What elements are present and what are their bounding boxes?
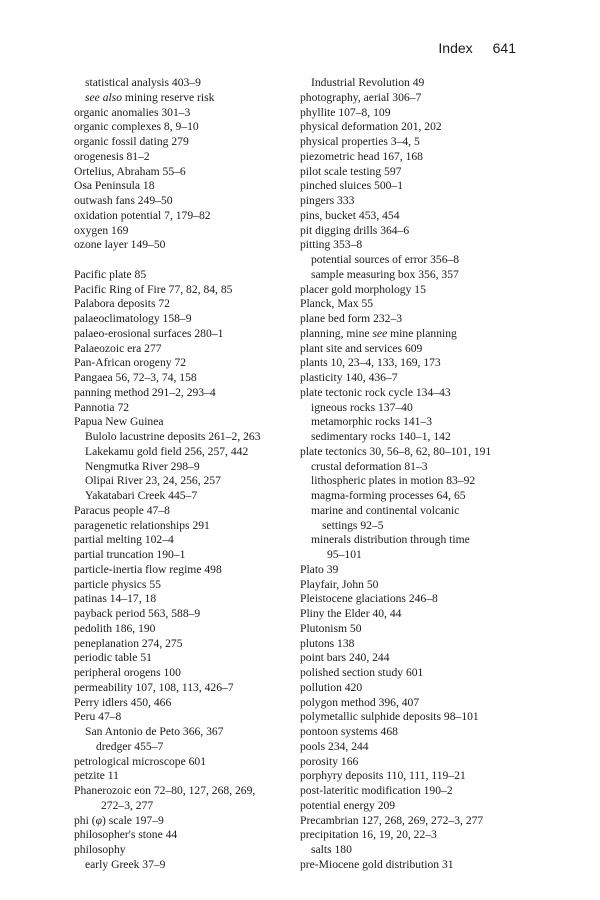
index-entry: precipitation 16, 19, 20, 22–3 — [300, 828, 437, 842]
index-subentry: Bulolo lacustrine deposits 261–2, 263 — [85, 430, 261, 443]
index-entry: partial melting 102–4 — [74, 533, 174, 547]
index-entry: potential energy 209 — [300, 798, 396, 812]
index-subentry: metamorphic rocks 141–3 — [311, 415, 433, 429]
index-entry: oxidation potential 7, 179–82 — [74, 208, 211, 222]
index-entry: photography, aerial 306–7 — [300, 90, 422, 104]
index-entry: post-lateritic modification 190–2 — [300, 784, 453, 797]
italic-term: see also — [85, 90, 123, 104]
index-entry: Pangaea 56, 72–3, 74, 158 — [74, 371, 197, 384]
index-subentry: crustal deformation 81–3 — [311, 459, 428, 473]
index-entry: orogenesis 81–2 — [74, 149, 150, 163]
italic-term: φ — [95, 813, 102, 827]
index-subentry: see also mining reserve risk — [85, 90, 215, 104]
index-entry: pilot scale testing 597 — [300, 164, 402, 178]
index-entry: philosopher's stone 44 — [74, 828, 178, 842]
index-entry: Pleistocene glaciations 246–8 — [300, 592, 438, 606]
running-title: Index — [438, 40, 473, 56]
index-entry: Ortelius, Abraham 55–6 — [74, 164, 186, 178]
index-entry: pools 234, 244 — [300, 739, 369, 753]
index-subentry: Lakekamu gold field 256, 257, 442 — [85, 444, 249, 458]
index-subentry: early Greek 37–9 — [85, 857, 166, 871]
index-entry: Paracus people 47–8 — [74, 503, 170, 517]
index-entry: Pan-African orogeny 72 — [74, 356, 187, 370]
index-entry: organic anomalies 301–3 — [74, 105, 191, 119]
index-entry: plants 10, 23–4, 133, 169, 173 — [300, 356, 441, 370]
index-subentry: marine and continental volcanic — [311, 503, 460, 517]
index-entry: piezometric head 167, 168 — [300, 149, 423, 163]
index-entry: partial truncation 190–1 — [74, 548, 186, 561]
italic-term: see — [372, 326, 388, 340]
index-entry: Pliny the Elder 40, 44 — [300, 607, 402, 620]
index-entry: payback period 563, 588–9 — [74, 607, 201, 620]
index-subentry: Industrial Revolution 49 — [311, 76, 425, 89]
index-entry: point bars 240, 244 — [300, 651, 390, 665]
index-entry: phi (φ) scale 197–9 — [74, 813, 164, 827]
index-entry: outwash fans 249–50 — [74, 194, 173, 207]
index-entry: Plato 39 — [300, 562, 339, 576]
index-entry: Plutonism 50 — [300, 621, 362, 635]
index-subentry: San Antonio de Peto 366, 367 — [85, 725, 224, 738]
index-entry: particle-inertia flow regime 498 — [74, 562, 222, 576]
page-number: 641 — [492, 40, 516, 56]
index-subentry: magma-forming processes 64, 65 — [311, 489, 466, 502]
index-subentry: 95–101 — [327, 548, 362, 561]
page-header — [438, 40, 516, 56]
index-column-left — [74, 76, 286, 873]
index-subentry: sample measuring box 356, 357 — [311, 267, 459, 281]
index-entry: philosophy — [74, 843, 126, 856]
index-subentry: dredger 455–7 — [96, 739, 164, 753]
index-entry: Perry idlers 450, 466 — [74, 695, 172, 709]
index-entry: phyllite 107–8, 109 — [300, 105, 391, 119]
index-entry: Osa Peninsula 18 — [74, 179, 155, 193]
index-entry: pedolith 186, 190 — [74, 621, 156, 635]
index-entry: pins, bucket 453, 454 — [300, 208, 400, 222]
index-entry: patinas 14–17, 18 — [74, 592, 157, 606]
index-entry: palaeoclimatology 158–9 — [74, 312, 192, 325]
index-entry: plate tectonic rock cycle 134–43 — [300, 385, 451, 399]
index-entry: porosity 166 — [300, 754, 359, 768]
index-entry: palaeo-erosional surfaces 280–1 — [74, 326, 224, 340]
index-entry: Pacific Ring of Fire 77, 82, 84, 85 — [74, 282, 233, 296]
index-subentry: lithospheric plates in motion 83–92 — [311, 474, 476, 488]
index-entry: Palabora deposits 72 — [74, 297, 170, 311]
index-entry: plutons 138 — [300, 636, 355, 650]
index-entry: organic complexes 8, 9–10 — [74, 120, 199, 134]
index-entry: Precambrian 127, 268, 269, 272–3, 277 — [300, 813, 484, 827]
index-subentry: 272–3, 277 — [101, 798, 154, 812]
index-entry: pingers 333 — [300, 194, 355, 207]
index-entry: physical properties 3–4, 5 — [300, 135, 420, 148]
index-subentry: Yakatabari Creek 445–7 — [85, 489, 198, 502]
index-subentry: Olipai River 23, 24, 256, 257 — [85, 474, 221, 488]
index-subentry: salts 180 — [311, 843, 352, 856]
index-entry: polymetallic sulphide deposits 98–101 — [300, 710, 479, 724]
index-entry: plane bed form 232–3 — [300, 312, 403, 325]
index-entry: petrological microscope 601 — [74, 754, 206, 768]
index-entry: pinched sluices 500–1 — [300, 179, 404, 193]
index-entry: organic fossil dating 279 — [74, 135, 189, 148]
index-entry: permeability 107, 108, 113, 426–7 — [74, 680, 234, 694]
index-entry: pitting 353–8 — [300, 238, 363, 252]
index-entry: pollution 420 — [300, 680, 363, 694]
index-subentry: settings 92–5 — [322, 518, 384, 532]
index-entry: oxygen 169 — [74, 223, 129, 237]
index-entry: pre-Miocene gold distribution 31 — [300, 857, 454, 871]
index-entry: pit digging drills 364–6 — [300, 223, 410, 237]
index-entry: Peru 47–8 — [74, 710, 122, 724]
index-entry: Phanerozoic eon 72–80, 127, 268, 269, — [74, 784, 256, 797]
index-entry: Pannotia 72 — [74, 400, 130, 414]
index-entry: plate tectonics 30, 56–8, 62, 80–101, 191 — [300, 444, 492, 458]
index-subentry: minerals distribution through time — [311, 533, 470, 547]
index-entry: pontoon systems 468 — [300, 725, 398, 738]
index-subentry: sedimentary rocks 140–1, 142 — [311, 430, 451, 443]
index-entry: Planck, Max 55 — [300, 297, 374, 311]
index-entry: particle physics 55 — [74, 577, 161, 591]
section-gap — [74, 253, 286, 268]
index-subentry: igneous rocks 137–40 — [311, 400, 413, 414]
index-entry: panning method 291–2, 293–4 — [74, 385, 216, 399]
index-entry: petzite 11 — [74, 769, 119, 783]
index-subentry: potential sources of error 356–8 — [311, 253, 460, 266]
index-entry: Playfair, John 50 — [300, 577, 379, 591]
index-entry: polygon method 396, 407 — [300, 695, 420, 709]
index-entry: ozone layer 149–50 — [74, 238, 166, 252]
index-entry: peneplanation 274, 275 — [74, 636, 183, 650]
index-entry: Pacific plate 85 — [74, 267, 147, 281]
index-entry: placer gold morphology 15 — [300, 282, 426, 296]
index-entry: plant site and services 609 — [300, 341, 423, 355]
index-subentry: statistical analysis 403–9 — [85, 76, 201, 89]
index-entry: polished section study 601 — [300, 666, 424, 679]
index-entry: plasticity 140, 436–7 — [300, 371, 398, 384]
index-entry: Palaeozoic era 277 — [74, 341, 162, 355]
index-entry: porphyry deposits 110, 111, 119–21 — [300, 769, 466, 783]
index-subentry: Nengmutka River 298–9 — [85, 459, 200, 473]
index-entry: planning, mine see mine planning — [300, 326, 457, 340]
index-entry: paragenetic relationships 291 — [74, 518, 210, 532]
index-entry: periodic table 51 — [74, 651, 152, 665]
index-column-right — [300, 76, 528, 873]
index-entry: peripheral orogens 100 — [74, 666, 181, 679]
index-entry: physical deformation 201, 202 — [300, 120, 442, 134]
index-entry: Papua New Guinea — [74, 415, 164, 429]
